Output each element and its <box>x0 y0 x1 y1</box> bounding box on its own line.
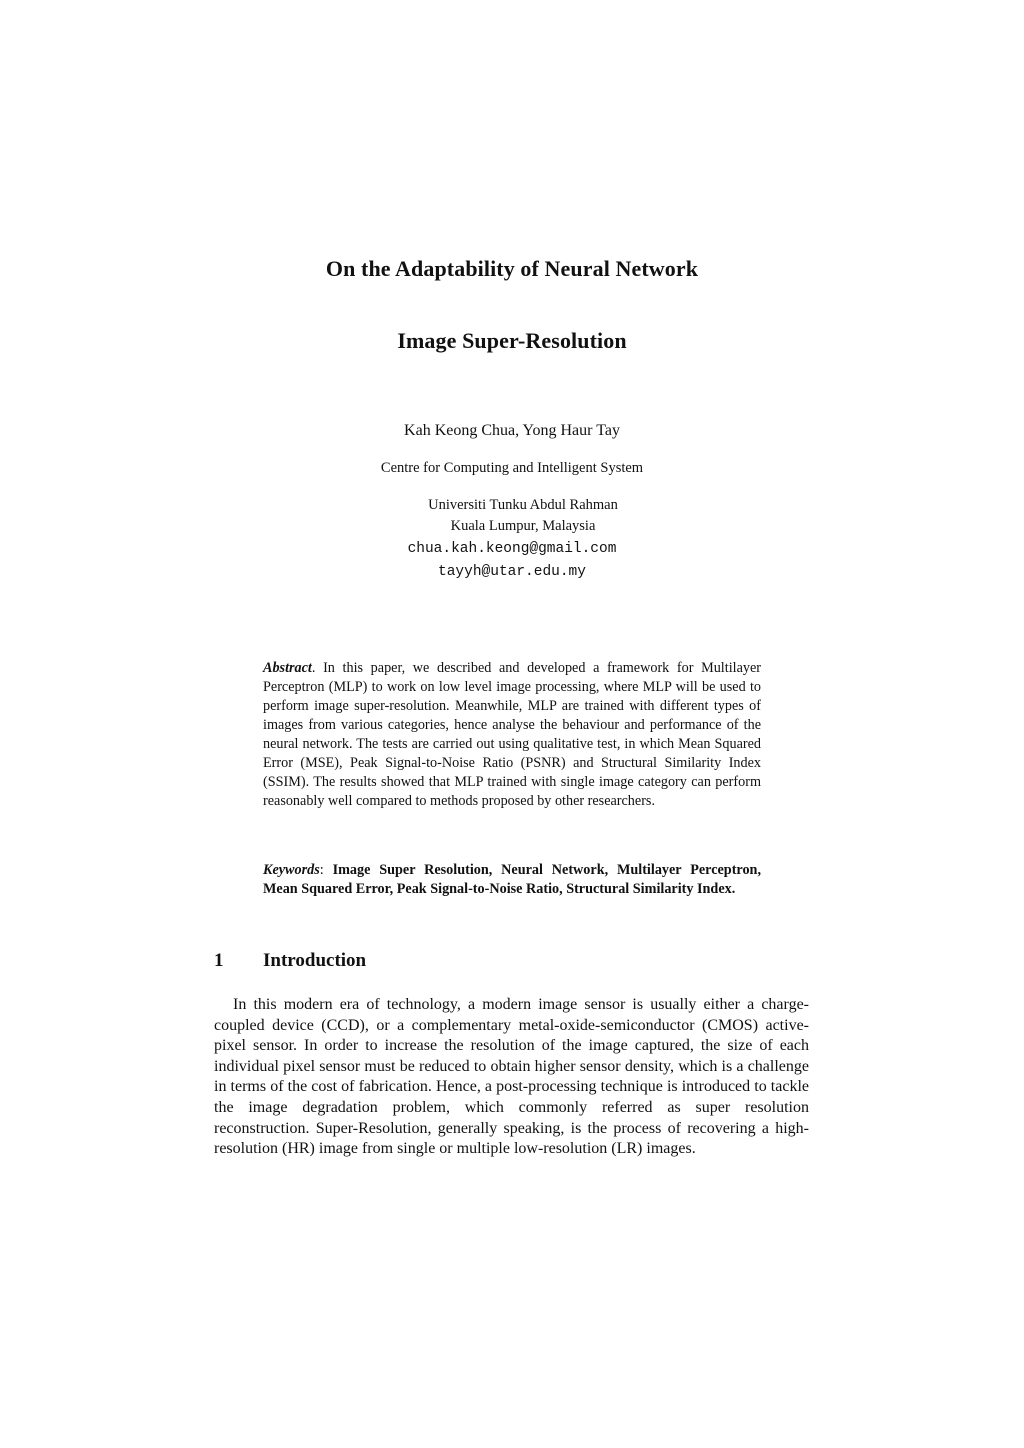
section-heading-introduction <box>214 950 366 972</box>
introduction-paragraph: In this modern era of technology, a modern image sensor is usually either a charge-coupled device (CCD), or a complementary metal-oxide-semiconductor (CMOS) active-pixel sensor. In order to increase the resolution of the image captured, the size of each individual pixel sensor must be reduced to obtain higher sensor density, which is a challenge in terms of the cost of fabrication. Hence, a post-processing technique is introduced to tackle the image degradation problem, which commonly referred as super resolution reconstruction. Super-Resolution, generally speaking, is the process of recovering a high-resolution (HR) image from single or multiple low-resolution (LR) images. <box>214 996 809 1158</box>
author-email-1[interactable]: chua.kah.keong@gmail.com <box>407 541 617 557</box>
keywords <box>263 861 761 899</box>
location: Kuala Lumpur, Malaysia <box>450 518 596 534</box>
affiliation: Centre for Computing and Intelligent System <box>380 460 644 476</box>
paper-title-line-1: On the Adaptability of Neural Network <box>325 256 699 281</box>
keywords-separator: : <box>319 862 333 878</box>
abstract <box>263 659 761 811</box>
keywords-label: Keywords <box>263 862 320 878</box>
section-number: 1 <box>214 950 224 971</box>
abstract-label: Abstract <box>263 660 312 676</box>
abstract-text: . In this paper, we described and developed a framework for Multilayer Perceptron (MLP) to work on low level image processing, where MLP will be used to perform image super-resolution. Meanwhile, MLP are trained with different types of images from various categories, hence analyse the behaviour and performance of the neural network. The tests are carried out using qualitative test, in which Mean Squared Error (MSE), Peak Signal-to-Noise Ratio (PSNR) and Structural Similarity Index (SSIM). The results showed that MLP trained with single image category can perform reasonably well compared to methods proposed by other researchers. <box>263 660 761 809</box>
university: Universiti Tunku Abdul Rahman <box>428 497 618 513</box>
keywords-text: Image Super Resolution, Neural Network, Multilayer Perceptron, Mean Squared Error, Peak Signal-to-Noise Ratio, Structural Similarity Index. <box>263 862 761 897</box>
section-title: Introduction <box>263 950 367 971</box>
authors: Kah Keong Chua, Yong Haur Tay <box>404 422 620 439</box>
author-email-2[interactable]: tayyh@utar.edu.my <box>438 564 586 580</box>
paper-title-line-2: Image Super-Resolution <box>397 328 627 353</box>
